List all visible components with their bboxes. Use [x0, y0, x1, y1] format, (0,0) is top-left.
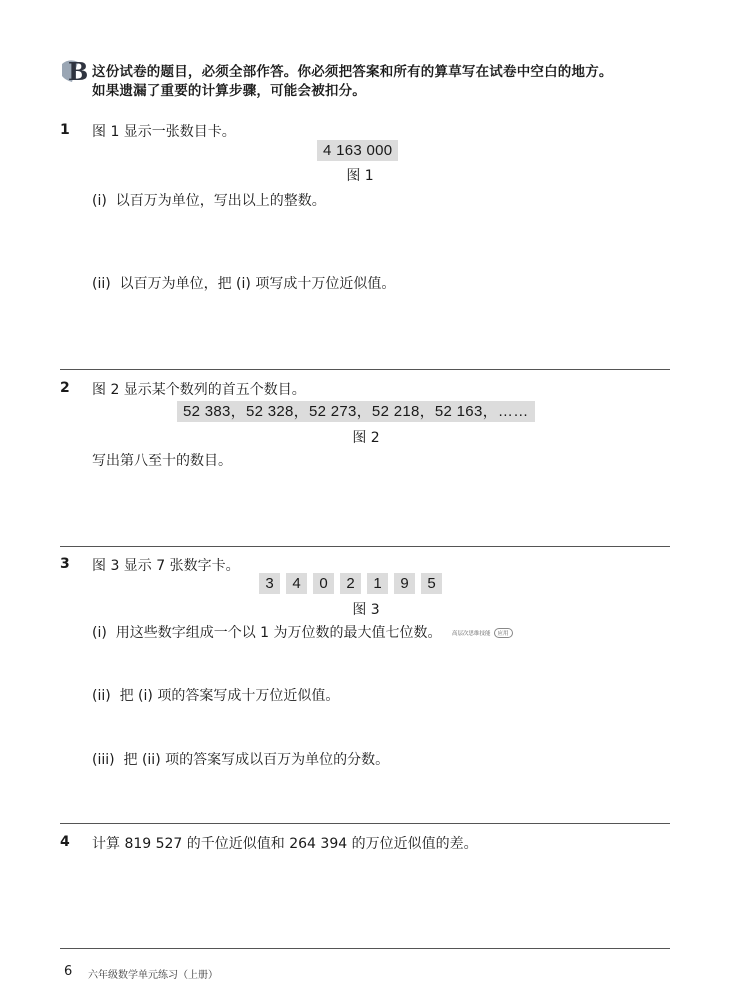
- number-sequence: 52 383，52 328，52 273，52 218，52 163，……: [177, 401, 535, 422]
- digit-card: 9: [394, 573, 415, 594]
- part-text: 以百万为单位，把 (i) 项写成十万位近似值。: [119, 276, 396, 292]
- page-number: 6: [64, 964, 73, 979]
- number-card: 4 163 000: [317, 140, 398, 161]
- digit-cards: [259, 573, 442, 594]
- divider-2: [60, 546, 670, 547]
- question-2-text: 图 2 显示某个数列的首五个数目。: [92, 382, 306, 398]
- part-label: (i): [92, 625, 107, 641]
- question-4-number: 4: [60, 834, 70, 850]
- question-3-number: 3: [60, 556, 70, 572]
- section-letter: B: [68, 58, 89, 84]
- figure-1-caption: 图 1: [346, 168, 374, 184]
- section-b-logo: [60, 58, 90, 84]
- digit-card: 3: [259, 573, 280, 594]
- part-text: 把 (ii) 项的答案写成以百万为单位的分数。: [123, 752, 390, 768]
- instruction-line-1: 这份试卷的题目，必须全部作答。你必须把答案和所有的算草写在试卷中空白的地方。: [92, 64, 613, 80]
- question-1-part-i: [92, 190, 326, 210]
- digit-card: 4: [286, 573, 307, 594]
- divider-1: [60, 369, 670, 370]
- digit-card: 1: [367, 573, 388, 594]
- digit-card: 0: [313, 573, 334, 594]
- section-letter-icon: [60, 58, 90, 84]
- part-label: (ii): [92, 276, 111, 292]
- skill-tag-pill: 应用: [494, 628, 513, 638]
- skill-tag-label: 高层次思维技能: [452, 631, 491, 637]
- instruction-line-2: 如果遗漏了重要的计算步骤，可能会被扣分。: [92, 83, 366, 99]
- part-label: (iii): [92, 752, 115, 768]
- question-3-part-ii: [92, 685, 339, 705]
- question-3-text: 图 3 显示 7 张数字卡。: [92, 558, 240, 574]
- divider-3: [60, 823, 670, 824]
- question-4-text: 计算 819 527 的千位近似值和 264 394 的万位近似值的差。: [92, 836, 478, 852]
- figure-3-caption: 图 3: [352, 602, 380, 618]
- question-3-part-iii: [92, 749, 389, 769]
- part-text: 用这些数字组成一个以 1 为万位数的最大值七位数。: [115, 625, 442, 641]
- question-2-prompt: 写出第八至十的数目。: [92, 453, 232, 469]
- part-text: 以百万为单位，写出以上的整数。: [115, 193, 326, 209]
- question-1-text: 图 1 显示一张数目卡。: [92, 124, 236, 140]
- figure-2-caption: 图 2: [352, 430, 380, 446]
- book-title: 六年级数学单元练习（上册）: [88, 970, 218, 981]
- part-label: (i): [92, 193, 107, 209]
- question-3-part-i: [92, 622, 513, 642]
- digit-card: 5: [421, 573, 442, 594]
- question-1-number: 1: [60, 122, 70, 138]
- question-2-number: 2: [60, 380, 70, 396]
- part-label: (ii): [92, 688, 111, 704]
- skill-tag: [452, 628, 513, 638]
- digit-card: 2: [340, 573, 361, 594]
- footer-divider: [60, 948, 670, 949]
- question-1-part-ii: [92, 273, 395, 293]
- part-text: 把 (i) 项的答案写成十万位近似值。: [119, 688, 340, 704]
